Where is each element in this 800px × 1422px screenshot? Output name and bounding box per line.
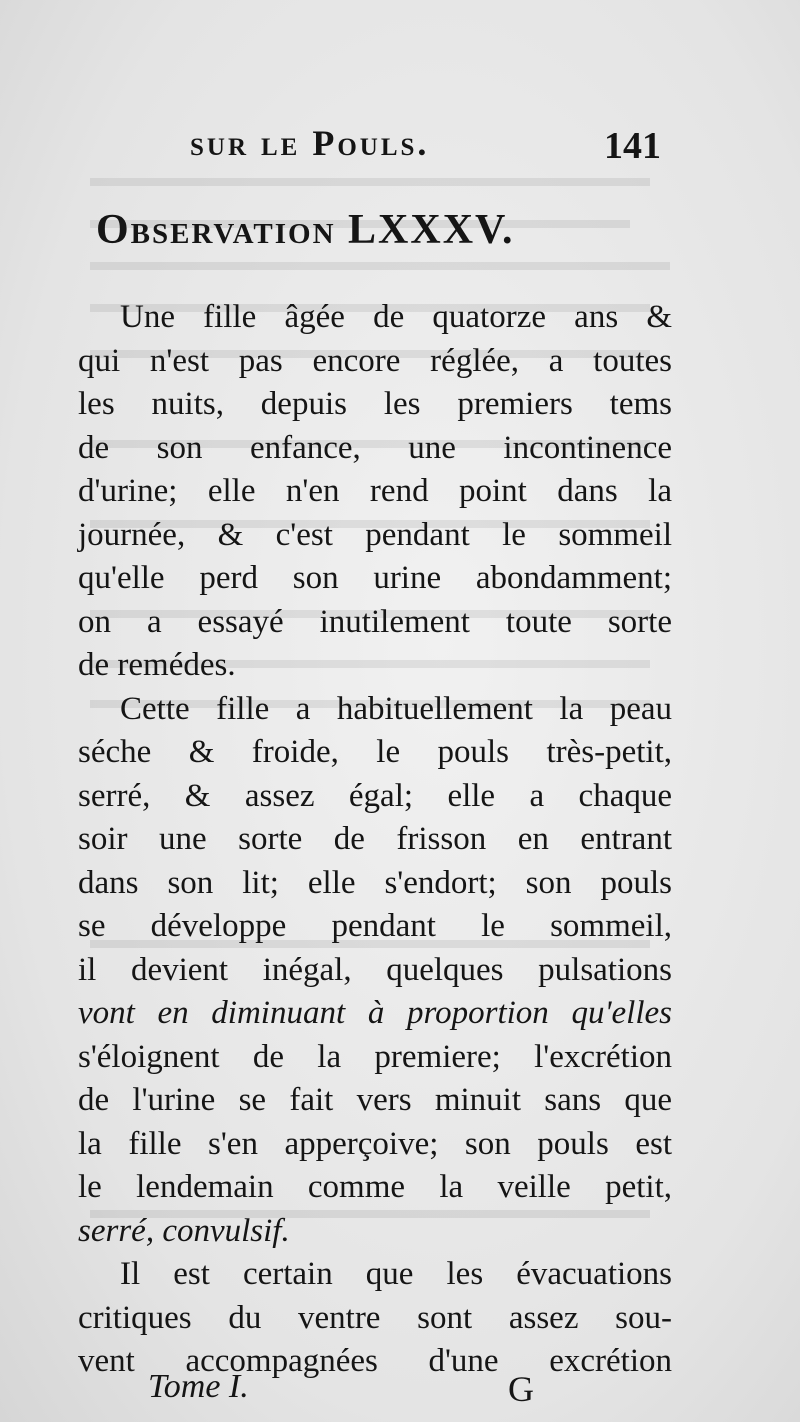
- text-line: il devient inégal, quelques pulsations: [78, 951, 672, 988]
- text-line: journée, & c'est pendant le sommeil: [78, 516, 672, 553]
- text-line: de son enfance, une incontinence: [78, 429, 672, 466]
- running-head: sur le Pouls.: [190, 123, 430, 163]
- text-line: serré, & assez égal; elle a chaque: [78, 777, 672, 814]
- text-line: qui n'est pas encore réglée, a toutes: [78, 342, 672, 379]
- text-line: séche & froide, le pouls très-petit,: [78, 734, 672, 770]
- text-line: s'éloignent de la premiere; l'excrétion: [78, 1038, 672, 1075]
- text-line: Il est certain que les évacuations: [120, 1256, 672, 1292]
- text-line: vent accompagnées d'une excrétion: [78, 1343, 672, 1379]
- text-line: les nuits, depuis les premiers tems: [78, 386, 672, 422]
- text-line: la fille s'en apperçoive; son pouls est: [78, 1125, 672, 1162]
- text-line: Cette fille a habituellement la peau: [120, 690, 672, 727]
- text-line: soir une sorte de frisson en entrant: [78, 821, 672, 857]
- text-line: dans son lit; elle s'endort; son pouls: [78, 864, 672, 901]
- text-line: de l'urine se fait vers minuit sans que: [78, 1082, 672, 1118]
- text-line: Une fille âgée de quatorze ans &: [120, 299, 672, 335]
- text-line: on a essayé inutilement toute sorte: [78, 603, 672, 640]
- signature-mark: G: [508, 1369, 534, 1409]
- text-line: de remédes.: [78, 647, 236, 683]
- observation-title: Observation LXXXV.: [96, 207, 515, 253]
- signature-label: Tome I.: [148, 1368, 249, 1405]
- page-number: 141: [604, 125, 661, 167]
- text-line: qu'elle perd son urine abondamment;: [78, 560, 672, 596]
- body-text: [78, 296, 672, 1384]
- text-line: d'urine; elle n'en rend point dans la: [78, 473, 672, 509]
- text-line: serré, convulsif.: [78, 1212, 290, 1249]
- text-line: critiques du ventre sont assez sou-: [78, 1299, 672, 1336]
- text-line: vont en diminuant à proportion qu'elles: [78, 995, 672, 1031]
- text-line: le lendemain comme la veille petit,: [78, 1169, 672, 1205]
- text-line: se développe pendant le sommeil,: [78, 908, 672, 944]
